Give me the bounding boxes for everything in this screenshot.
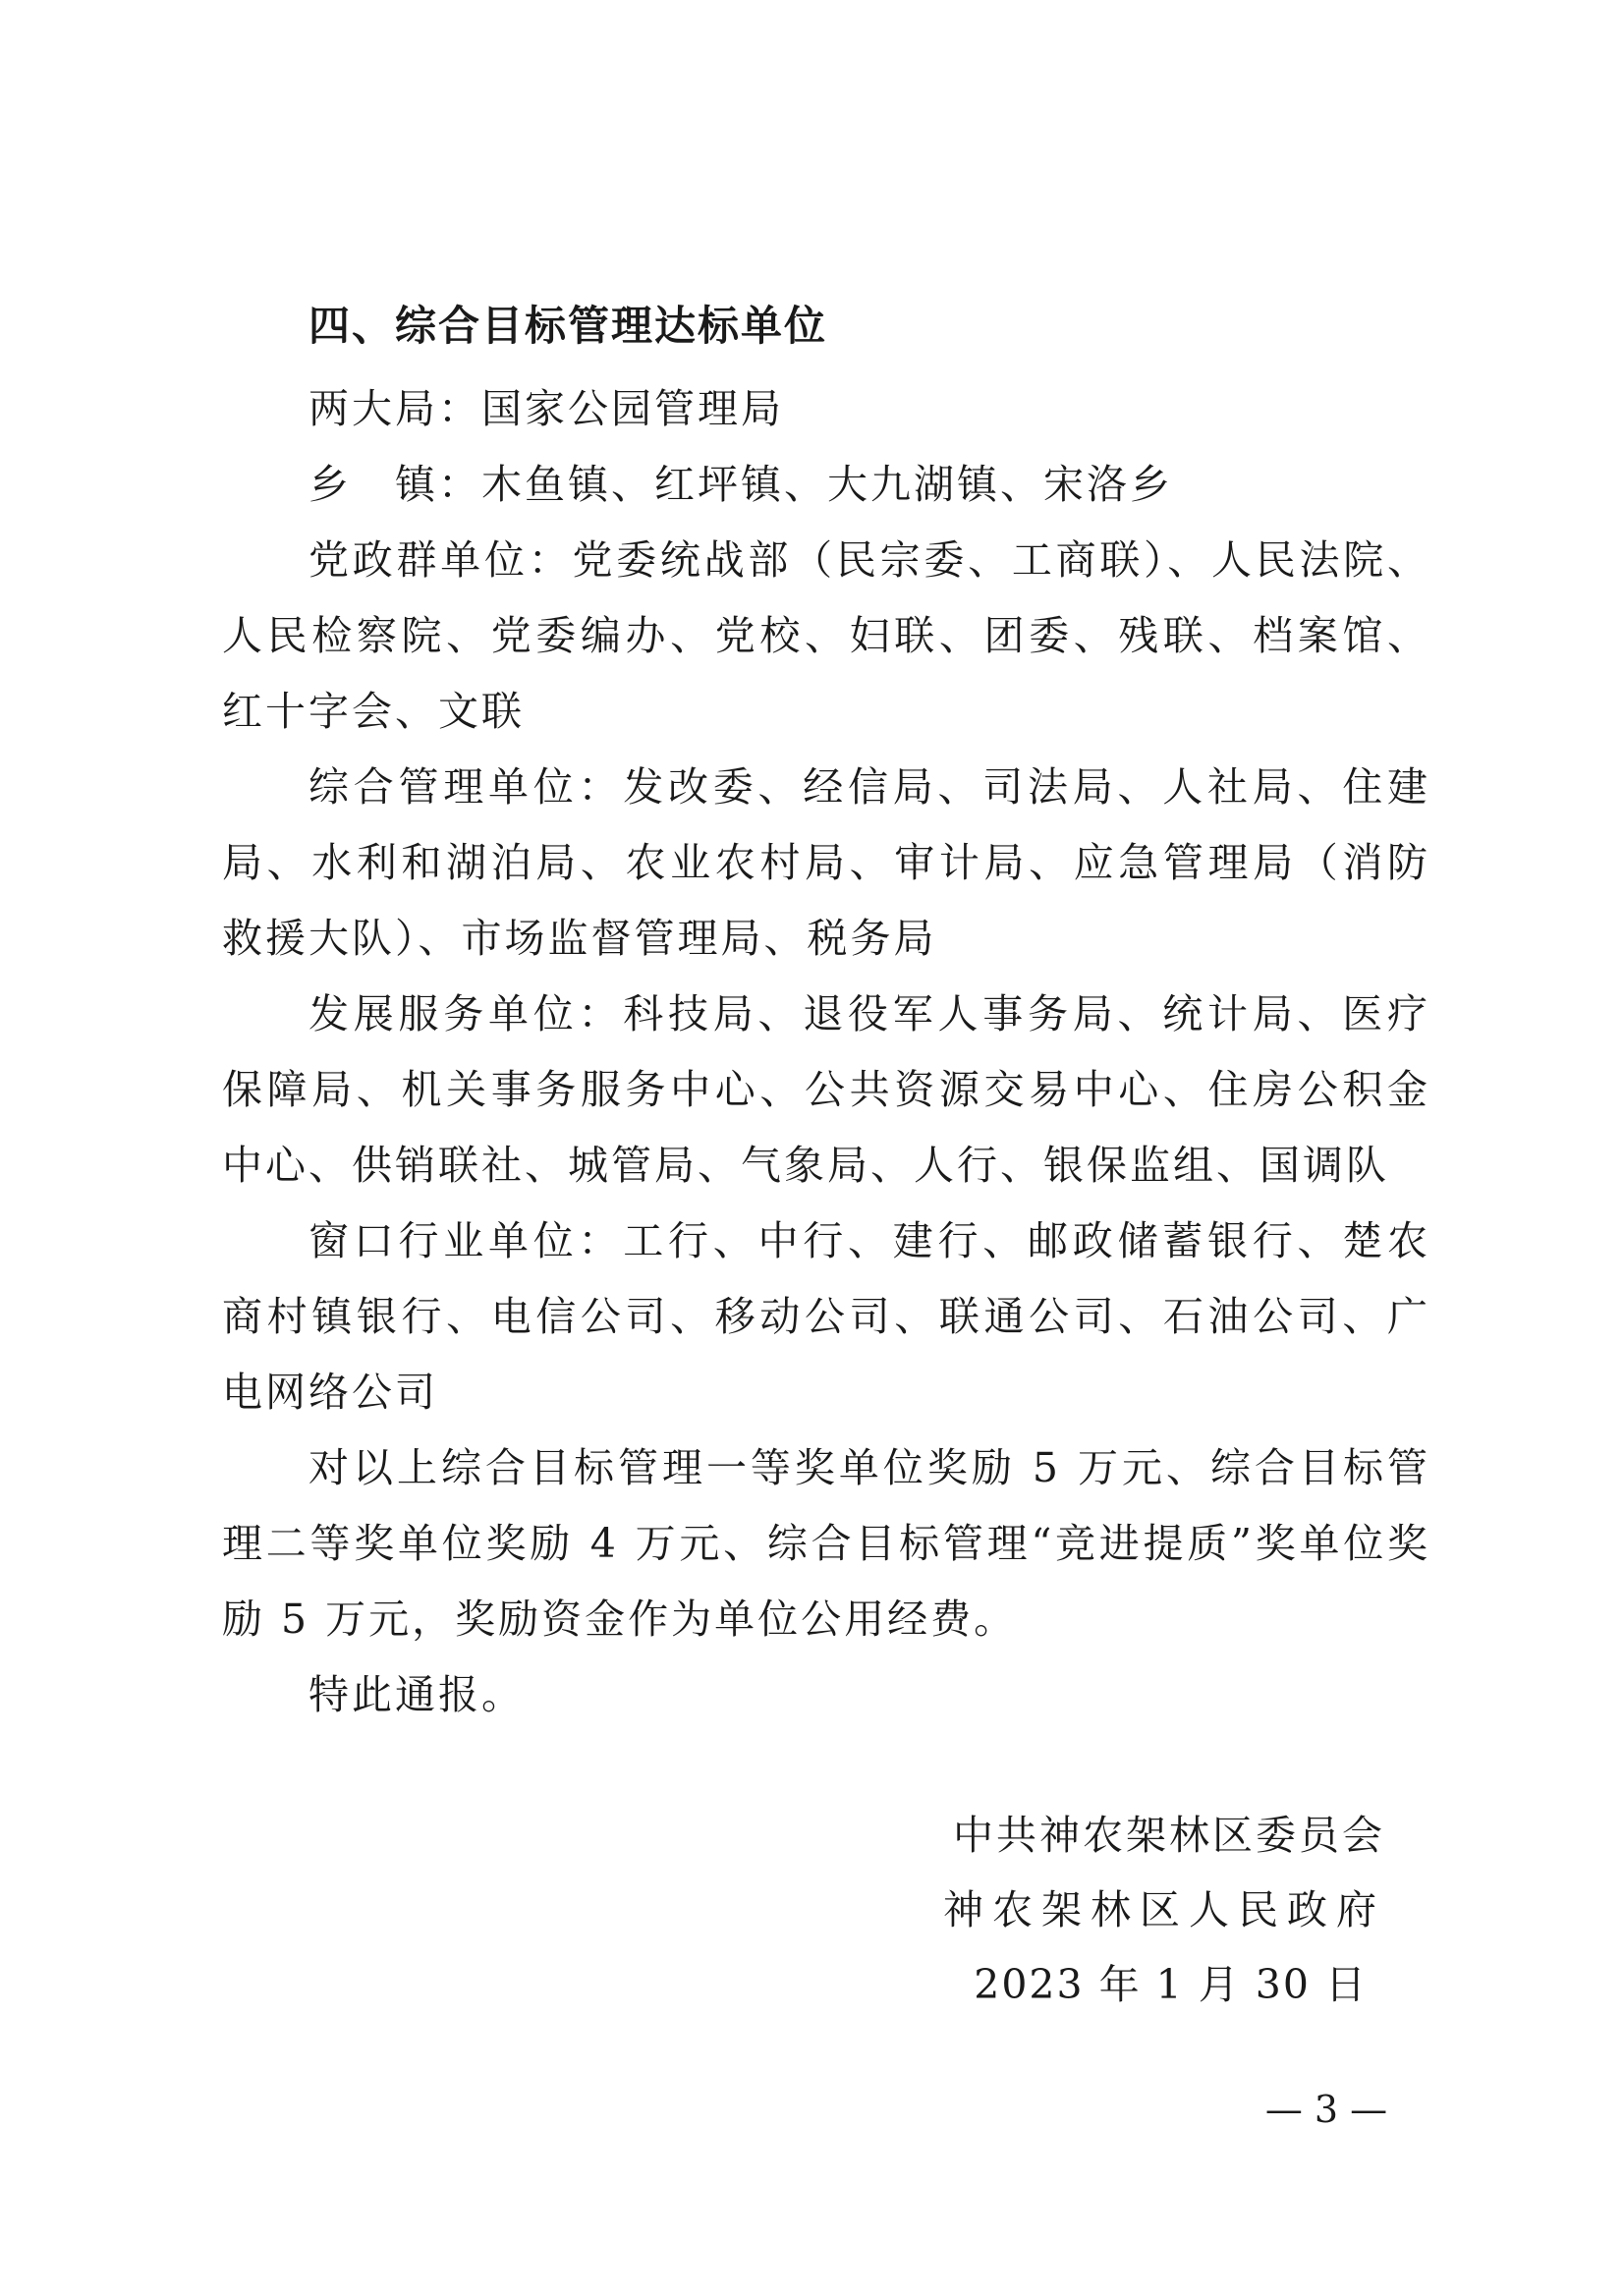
signature-date: 2023 年 1 月 30 日 <box>974 1961 1368 2008</box>
signature-government: 神农架林区人民政府 <box>943 1886 1385 1933</box>
paragraph-townships: 乡 镇：木鱼镇、红坪镇、大九湖镇、宋洛乡 <box>308 461 1173 508</box>
page-number: — 3 — <box>1264 2088 1388 2131</box>
paragraph-service-units: 发展服务单位：科技局、退役军人事务局、统计局、医疗保障局、机关事务服务中心、公共资源交易中心、住房公积金中心、供销联社、城管局、气象局、人行、银保监组、国调队 <box>222 990 1430 1189</box>
section-heading: 四、综合目标管理达标单位 <box>308 302 828 350</box>
paragraph-closing: 特此通报。 <box>308 1671 525 1718</box>
paragraph-party-units: 党政群单位：党委统战部（民宗委、工商联）、人民法院、人民检察院、党委编办、党校、妇联、团委、残联、档案馆、红十字会、文联 <box>222 536 1430 735</box>
paragraph-two-bureaus: 两大局：国家公园管理局 <box>308 385 784 432</box>
paragraph-awards: 对以上综合目标管理一等奖单位奖励 5 万元、综合目标管理二等奖单位奖励 4 万元、综合目标管理“竞进提质”奖单位奖励 5 万元，奖励资金作为单位公用经费。 <box>222 1444 1430 1643</box>
signature-block <box>933 1798 1385 2022</box>
body-text <box>222 371 1430 1733</box>
paragraph-window-units: 窗口行业单位：工行、中行、建行、邮政储蓄银行、楚农商村镇银行、电信公司、移动公司、联通公司、石油公司、广电网络公司 <box>222 1217 1430 1416</box>
paragraph-management-units: 综合管理单位：发改委、经信局、司法局、人社局、住建局、水利和湖泊局、农业农村局、审计局、应急管理局（消防救援大队）、市场监督管理局、税务局 <box>222 763 1430 962</box>
signature-party-committee: 中共神农架林区委员会 <box>953 1812 1385 1859</box>
